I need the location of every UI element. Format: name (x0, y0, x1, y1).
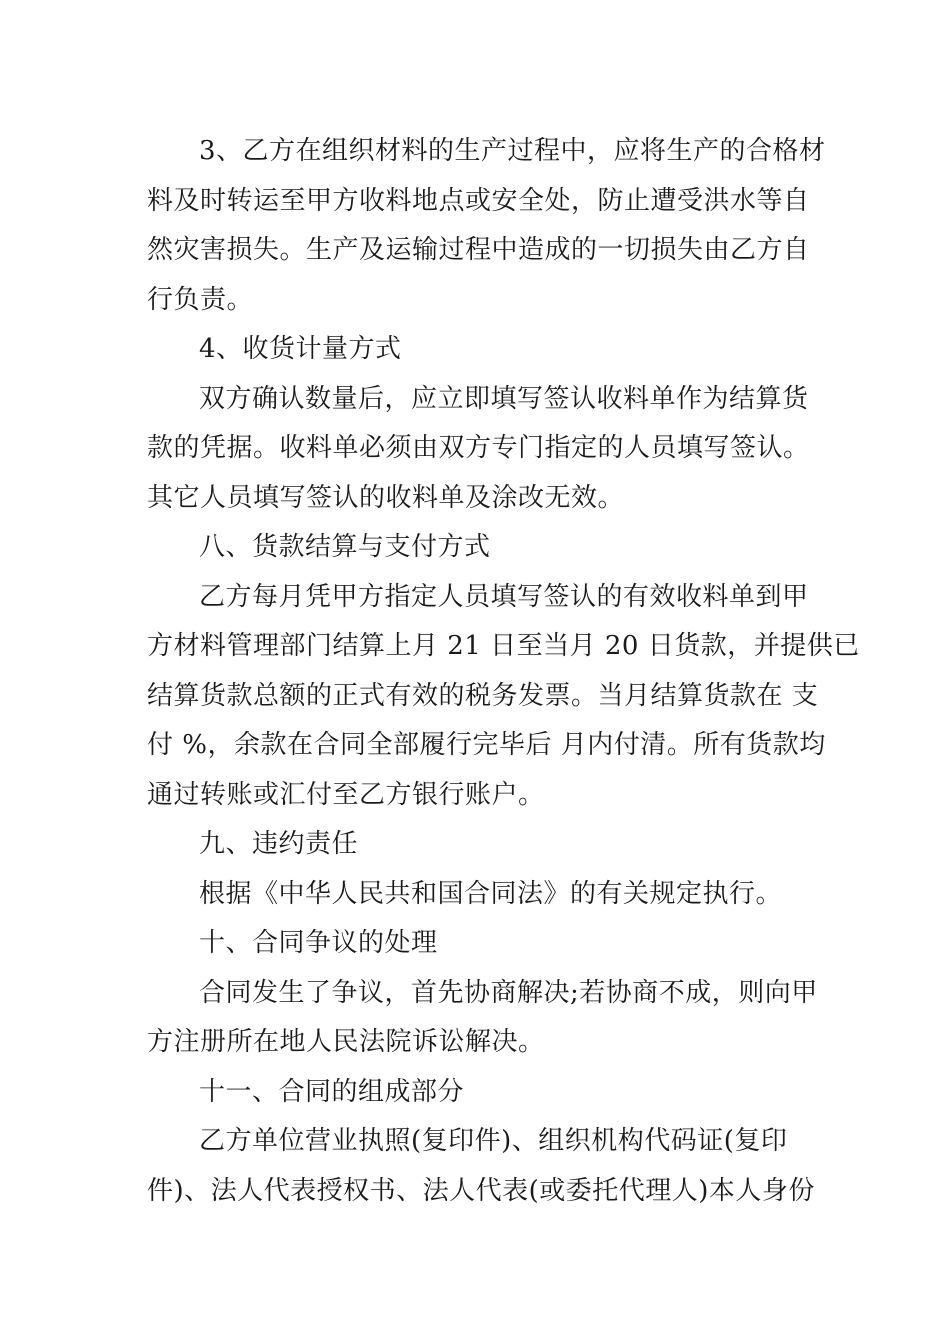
text-line: 款的凭据。收料单必须由双方专门指定的人员填写签认。 (147, 433, 810, 463)
document-body (147, 127, 860, 1216)
text-line: 结算货款总额的正式有效的税务发票。当月结算货款在 支 (147, 680, 819, 711)
text-line: 方注册所在地人民法院诉讼解决。 (147, 1027, 545, 1057)
text-line: 方材料管理部门结算上月 21 日至当月 20 日货款，并提供已 (147, 631, 860, 661)
text-line: 合同发生了争议，首先协商解决;若协商不成，则向甲 (199, 977, 818, 1008)
section-heading: 九、违约责任 (199, 829, 359, 859)
text-line: 3、乙方在组织材料的生产过程中，应将生产的合格材 (199, 136, 826, 166)
text-line: 双方确认数量后，应立即填写签认收料单作为结算货 (199, 383, 809, 414)
section-heading: 4、收货计量方式 (199, 334, 402, 364)
text-line: 行负责。 (147, 284, 254, 315)
text-line: 乙方每月凭甲方指定人员填写签认的有效收料单到甲 (199, 581, 809, 612)
text-line: 通过转账或汇付至乙方银行账户。 (147, 779, 545, 810)
text-line: 然灾害损失。生产及运输过程中造成的一切损失由乙方自 (147, 235, 810, 265)
text-line: 乙方单位营业执照(复印件)、组织机构代码证(复印 (199, 1126, 788, 1156)
section-heading: 十一、合同的组成部分 (199, 1076, 465, 1107)
text-line: 件)、法人代表授权书、法人代表(或委托代理人)本人身份 (147, 1175, 815, 1206)
text-line: 根据《中华人民共和国合同法》的有关规定执行。 (199, 878, 783, 909)
section-heading: 十、合同争议的处理 (199, 928, 438, 958)
text-line: 付 %，余款在合同全部履行完毕后 月内付清。所有货款均 (147, 730, 826, 760)
text-line: 料及时转运至甲方收料地点或安全处，防止遭受洪水等自 (147, 185, 810, 216)
section-heading: 八、货款结算与支付方式 (199, 532, 491, 562)
text-line: 其它人员填写签认的收料单及涂改无效。 (147, 482, 625, 513)
